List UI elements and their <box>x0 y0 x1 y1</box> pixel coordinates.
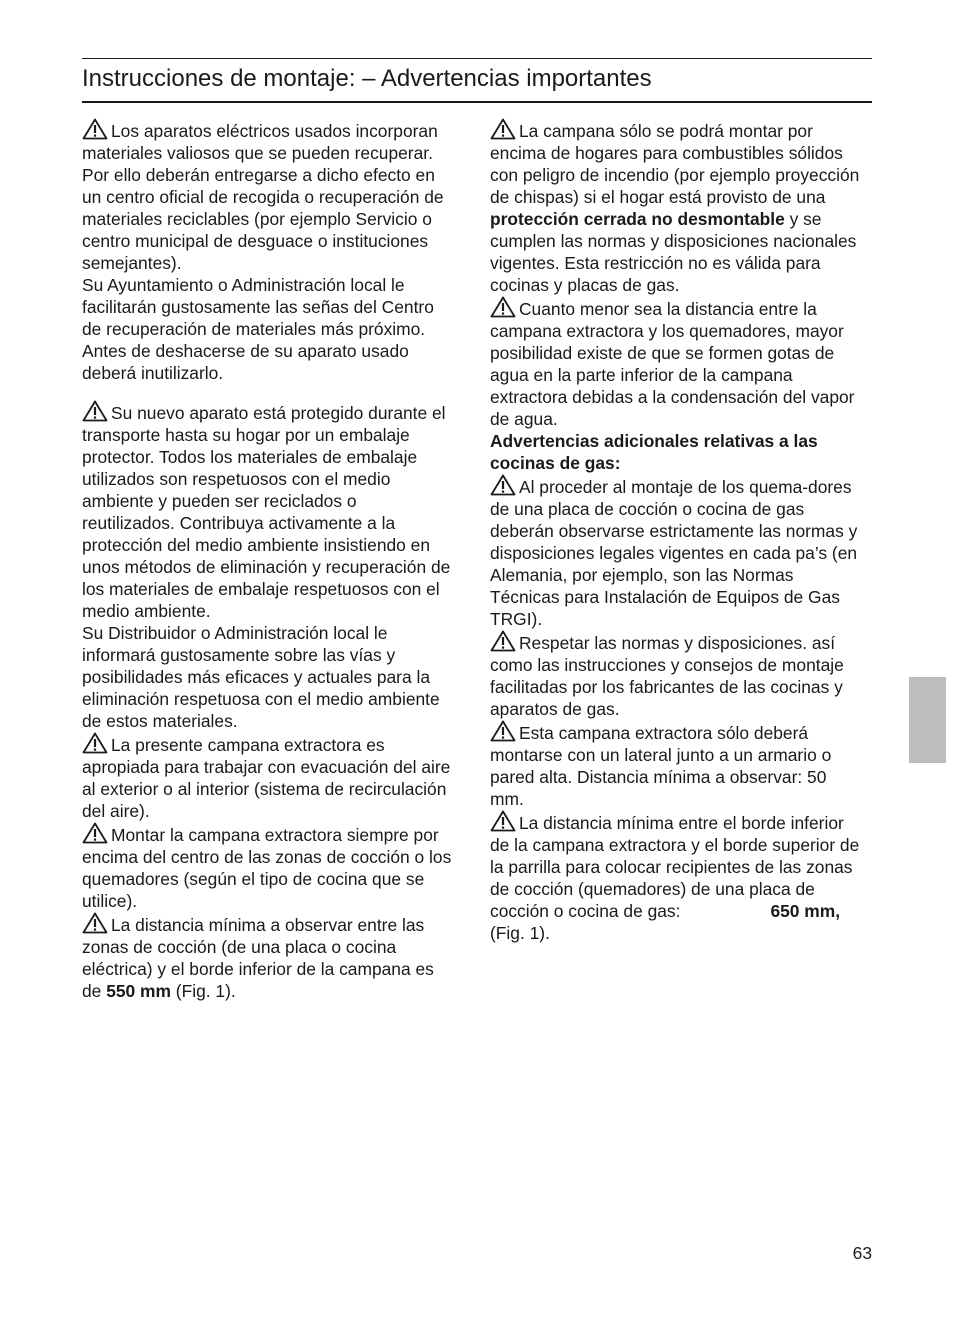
warning-side-clearance <box>490 720 862 810</box>
warning-air-mode <box>82 732 454 822</box>
warning-triangle-icon <box>490 720 516 742</box>
warning-triangle-icon <box>490 810 516 832</box>
distance-value: 650 mm, <box>770 901 841 921</box>
paragraph-text: Respetar las normas y disposiciones. así como las instrucciones y consejos de montaje facilitadas por los fabricantes de las cocinas y aparatos de gas. <box>490 633 844 719</box>
recycling-text-1 <box>82 118 454 274</box>
warning-packaging <box>82 400 454 622</box>
warning-triangle-icon <box>82 400 108 422</box>
paragraph-text: La distancia mínima a observar entre las zonas de cocción (de una placa o cocina eléctrica) y el borde inferior de la campana es de <box>82 915 434 1001</box>
warning-mount-center <box>82 822 454 912</box>
paragraph-text: Montar la campana extractora siempre por encima del centro de las zonas de cocción o los quemadores (según el tipo de cocina que se utilice). <box>82 825 452 911</box>
paragraph-text: Cuanto menor sea la distancia entre la campana extractora y los quemadores, mayor posibilidad existe de que se formen gotas de agua en la parte inferior de la campana extractora debidas a la condensación del vapor de agua. <box>490 299 855 429</box>
recycling-text-2: Su Ayuntamiento o Administración local le facilitarán gustosamente las señas del Centro de recuperación de materiales más próximo. <box>82 275 434 339</box>
warning-recycling <box>82 118 454 384</box>
paragraph-text: y se cumplen las normas y disposiciones nacionales vigentes. Esta restricción no es válida para cocinas y placas de gas. <box>490 209 857 295</box>
paragraph-text: Su nuevo aparato está protegido durante el transporte hasta su hogar por un embalaje protector. Todos los materiales de embalaje utilizados son respetuosos con el medio ambiente y pueden ser reciclados o reutilizados. Contribuya activamente a la protección del medio ambiente insistiendo en unos métodos de eliminación y recuperación de los materiales de embalaje respetuosos con el medio ambiente. <box>82 403 451 621</box>
paragraph-text: La distancia mínima entre el borde inferior de la campana extractora y el borde superior de la parrilla para colocar recipientes de las zonas de cocción (quemadores) de una placa de cocción o cocina de gas: <box>490 813 860 921</box>
warning-condensation <box>490 296 862 430</box>
page-title: Instrucciones de montaje: – Advertencias importantes <box>82 65 652 92</box>
header-rule-top <box>82 58 872 59</box>
paragraph-distributor: Su Distribuidor o Administración local le informará gustosamente sobre las vías y posibilidades más eficaces y actuales para la eliminación respetuosa con el medio ambiente de estos materiales. <box>82 623 440 731</box>
warning-min-distance-gas <box>490 810 862 944</box>
distance-value: 550 mm <box>106 981 171 1001</box>
section-heading-gas: Advertencias adicionales relativas a las cocinas de gas: <box>490 431 818 473</box>
paragraph-text: La campana sólo se podrá montar por encima de hogares para combustibles sólidos con peligro de incendio (por ejemplo proyección de chispas) si el hogar está provisto de una <box>490 121 860 207</box>
warning-gas-regulations <box>490 474 862 630</box>
warning-triangle-icon <box>490 474 516 496</box>
page-number: 63 <box>852 1243 872 1263</box>
header-rule-bottom <box>82 101 872 103</box>
warning-triangle-icon <box>82 822 108 844</box>
warning-manufacturer-instructions <box>490 630 862 720</box>
warning-triangle-icon <box>82 912 108 934</box>
left-column <box>82 118 454 1002</box>
right-column <box>490 118 862 944</box>
emphasis-text: protección cerrada no desmontable <box>490 209 785 229</box>
warning-min-distance-electric <box>82 912 454 1002</box>
warning-triangle-icon <box>82 118 108 140</box>
warning-triangle-icon <box>490 630 516 652</box>
warning-triangle-icon <box>490 118 516 140</box>
paragraph-text: Los aparatos eléctricos usados incorporan materiales valiosos que se pueden recuperar. Por ello deberán entregarse a dicho efecto en un centro oficial de recogida o recuperación de materiales reciclables (por ejemplo Servicio o centro municipal de desguace o instituciones semejantes). <box>82 121 444 273</box>
paragraph-text: Al proceder al montaje de los quema-dores de una placa de cocción o cocina de gas deberán observarse estrictamente las normas y disposiciones legales vigentes en cada pa’s (en Alemania, por ejemplo, son las Normas Técnicas para Instalación de Equipos de Gas TRGI). <box>490 477 858 629</box>
warning-triangle-icon <box>490 296 516 318</box>
paragraph-text: Esta campana extractora sólo deberá montarse con un lateral junto a un armario o pared alta. Distancia mínima a observar: 50 mm. <box>490 723 832 809</box>
side-tab-marker <box>909 677 946 763</box>
paragraph-text: La presente campana extractora es apropiada para trabajar con evacuación del aire al exterior o al interior (sistema de recirculación del aire). <box>82 735 451 821</box>
paragraph-text: (Fig. 1). <box>170 981 236 1001</box>
paragraph-text: (Fig. 1). <box>490 923 550 943</box>
warning-solid-fuel <box>490 118 862 296</box>
recycling-text-3: Antes de deshacerse de su aparato usado deberá inutilizarlo. <box>82 341 409 383</box>
warning-triangle-icon <box>82 732 108 754</box>
